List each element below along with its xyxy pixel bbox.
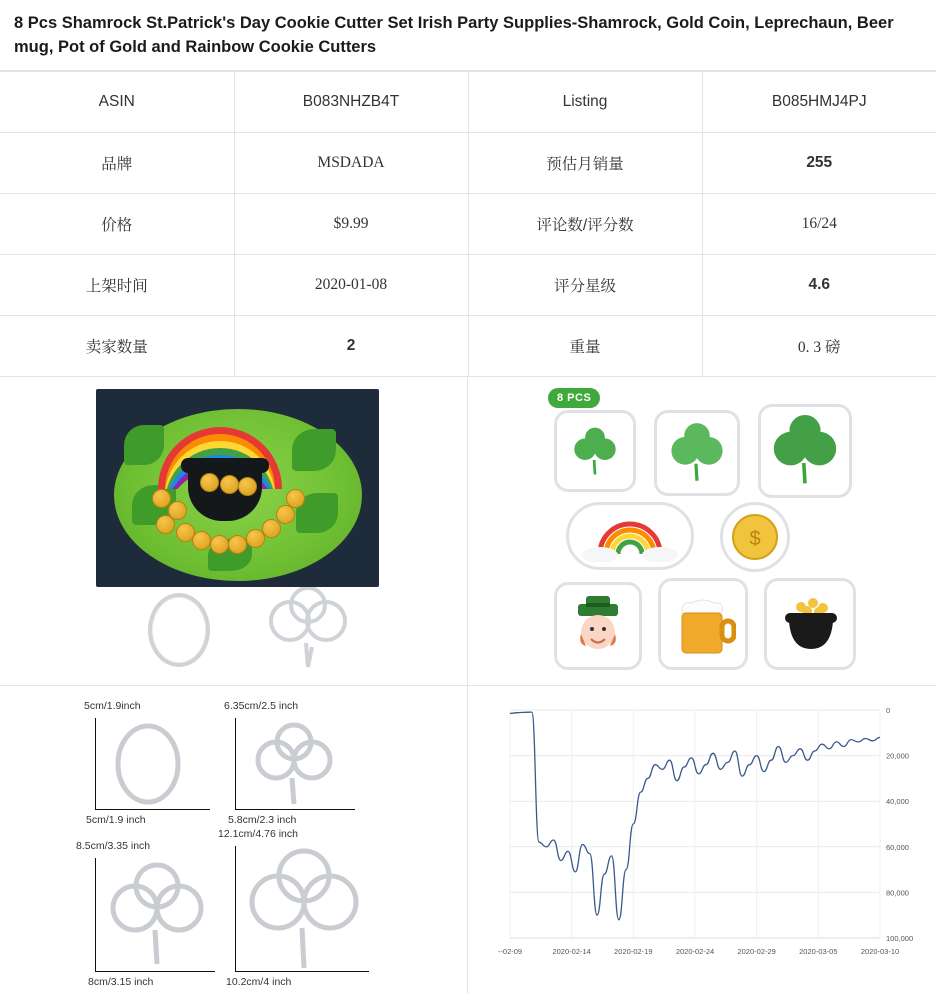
y-axis-tick: 0 <box>886 705 891 715</box>
spec-value: 16/24 <box>702 193 936 254</box>
spec-label: Listing <box>468 71 702 132</box>
spec-value: 2 <box>234 315 468 376</box>
cookie-pot-of-gold <box>764 578 856 670</box>
dimension-label: 5cm/1.9 inch <box>86 813 146 826</box>
spec-value: B085HMJ4PJ <box>702 71 936 132</box>
spec-value: $9.99 <box>234 193 468 254</box>
y-axis-tick: 60,000 <box>886 842 909 852</box>
x-axis-tick: --02-09 <box>497 946 523 956</box>
shamrock-cookie-cutter <box>262 587 354 671</box>
y-axis-tick: 20,000 <box>886 751 909 761</box>
spec-value: 255 <box>702 132 936 193</box>
dimensions-diagram-cell <box>0 686 468 994</box>
x-axis-tick: 2020-02-19 <box>614 946 653 956</box>
svg-text:$: $ <box>749 527 761 550</box>
spec-label: 预估月销量 <box>468 132 702 193</box>
bottom-row <box>0 686 936 994</box>
y-axis-tick: 80,000 <box>886 888 909 898</box>
product-image-plate-cell <box>0 377 468 685</box>
x-axis-tick: 2020-03-05 <box>799 946 838 956</box>
y-axis-tick: 40,000 <box>886 797 909 807</box>
table-row <box>0 71 936 132</box>
spec-value: MSDADA <box>234 132 468 193</box>
spec-label: 评分星级 <box>468 254 702 315</box>
spec-label: 卖家数量 <box>0 315 234 376</box>
spec-label: 品牌 <box>0 132 234 193</box>
size-diagram <box>0 686 467 994</box>
spec-label: 价格 <box>0 193 234 254</box>
x-axis-tick: 2020-03-10 <box>860 946 900 956</box>
dimension-label: 5cm/1.9inch <box>84 699 141 712</box>
product-images-row <box>0 377 936 686</box>
dimension-label: 8cm/3.15 inch <box>88 975 154 988</box>
cookie-shamrock-large <box>758 404 852 498</box>
cookie-beer-mug <box>658 578 748 670</box>
dimension-label: 8.5cm/3.35 inch <box>76 839 151 852</box>
spec-value: 2020-01-08 <box>234 254 468 315</box>
plate-photo-frame <box>96 389 379 587</box>
table-row <box>0 254 936 315</box>
x-axis-tick: 2020-02-29 <box>737 946 776 956</box>
cookie-shamrock-medium <box>654 410 740 496</box>
spec-label: 评论数/评分数 <box>468 193 702 254</box>
spec-label: 重量 <box>468 315 702 376</box>
cookie-gold-coin <box>720 502 790 572</box>
spec-label: 上架时间 <box>0 254 234 315</box>
table-row <box>0 193 936 254</box>
spec-table <box>0 71 936 377</box>
cookie-rainbow-cloud <box>566 502 694 570</box>
dimension-label: 5.8cm/2.3 inch <box>228 813 297 826</box>
pieces-badge: 8 PCS <box>548 388 600 408</box>
bsr-rank-chart-cell <box>468 686 936 994</box>
oval-cookie-cutter <box>148 593 210 667</box>
product-image-set-cell <box>468 377 936 685</box>
spec-label: ASIN <box>0 71 234 132</box>
table-row <box>0 132 936 193</box>
dimension-label: 12.1cm/4.76 inch <box>218 827 298 840</box>
table-row <box>0 315 936 376</box>
eight-cookies-photo <box>542 386 862 676</box>
dimension-label: 6.35cm/2.5 inch <box>224 699 299 712</box>
y-axis-tick: 100,000 <box>886 933 914 943</box>
page-title: 8 Pcs Shamrock St.Patrick's Day Cookie Cutter Set Irish Party Supplies-Shamrock, Gold Coin, Leprechaun, Beer mug, Pot of Gold and Rainbow Cookie Cutters <box>0 0 936 71</box>
cookie-leprechaun <box>554 582 642 670</box>
spec-value: 4.6 <box>702 254 936 315</box>
cookie-shamrock-small <box>554 410 636 492</box>
spec-value: B083NHZB4T <box>234 71 468 132</box>
spec-value: 0. 3 磅 <box>702 315 936 376</box>
bsr-rank-chart <box>468 686 936 994</box>
x-axis-tick: 2020-02-14 <box>552 946 591 956</box>
dimension-label: 10.2cm/4 inch <box>226 975 292 988</box>
x-axis-tick: 2020-02-24 <box>675 946 715 956</box>
cookie-plate-photo <box>0 381 467 681</box>
